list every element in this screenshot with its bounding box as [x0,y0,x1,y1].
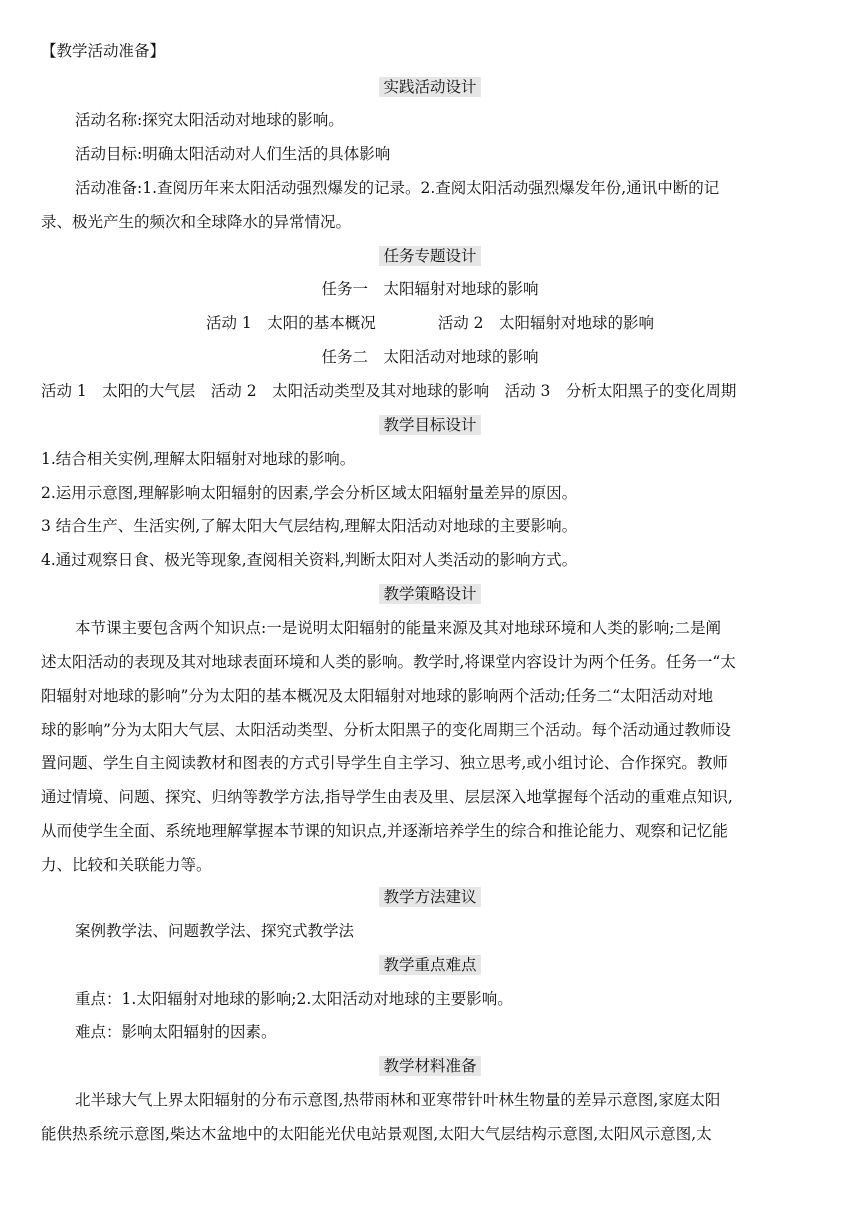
strategy-line: 阳辐射对地球的影响”分为太阳的基本概况及太阳辐射对地球的影响两个活动;任务二“太阳活动对地 [41,687,714,705]
goals-header [0,414,860,436]
keypoints-header-text: 教学重点难点 [379,955,480,975]
task1-title: 任务一 太阳辐射对地球的影响 [321,280,539,298]
activity-goal: 活动目标:明确太阳活动对人们生活的具体影响 [75,145,391,163]
strategy-line: 通过情境、问题、探究、归纳等教学方法,指导学生由表及里、层层深入地掌握每个活动的重难点知识, [41,788,733,806]
strategy-line: 置问题、学生自主阅读教材和图表的方式引导学生自主学习、独立思考,或小组讨论、合作探究。教师 [41,754,728,772]
method-header-text: 教学方法建议 [379,887,480,907]
strategy-header-text: 教学策略设计 [379,584,480,604]
tasks-header [0,245,860,267]
strategy-header [0,583,860,605]
keypoints-header [0,954,860,976]
activity-name: 活动名称:探究太阳活动对地球的影响。 [75,111,344,129]
tasks-header-text: 任务专题设计 [379,246,480,266]
goal-item: 1.结合相关实例,理解太阳辐射对地球的影响。 [41,450,356,468]
task1-activities: 活动 1 太阳的基本概况 活动 2 太阳辐射对地球的影响 [205,314,655,332]
key-point: 重点：1.太阳辐射对地球的影响;2.太阳活动对地球的主要影响。 [75,990,513,1008]
practice-header-text: 实践活动设计 [379,77,480,97]
section-heading: 【教学活动准备】 [41,42,166,60]
goal-item: 3 结合生产、生活实例,了解太阳大气层结构,理解太阳活动对地球的主要影响。 [41,517,578,535]
task2-title: 任务二 太阳活动对地球的影响 [321,348,539,366]
practice-header [0,76,860,98]
materials-header-text: 教学材料准备 [379,1056,480,1076]
materials-line: 能供热系统示意图,柴达木盆地中的太阳能光伏电站景观图,太阳大气层结构示意图,太阳风示意图,太 [41,1125,712,1143]
activity-prep-line1: 活动准备:1.查阅历年来太阳活动强烈爆发的记录。2.查阅太阳活动强烈爆发年份,通讯中断的记 [75,179,720,197]
strategy-line: 本节课主要包含两个知识点:一是说明太阳辐射的能量来源及其对地球环境和人类的影响;二是阐 [75,619,721,637]
materials-header [0,1055,860,1077]
goals-header-text: 教学目标设计 [379,415,480,435]
task2-activities: 活动 1 太阳的大气层 活动 2 太阳活动类型及其对地球的影响 活动 3 分析太阳黑子的变化周期 [41,382,737,400]
strategy-line: 球的影响”分为太阳大气层、太阳活动类型、分析太阳黑子的变化周期三个活动。每个活动通过教师设 [41,721,731,739]
method-text: 案例教学法、问题教学法、探究式教学法 [75,922,355,940]
goal-item: 4.通过观察日食、极光等现象,查阅相关资料,判断太阳对人类活动的影响方式。 [41,551,578,569]
strategy-line: 从而使学生全面、系统地理解掌握本节课的知识点,并逐渐培养学生的综合和推论能力、观察和记忆能 [41,822,728,840]
materials-line: 北半球大气上界太阳辐射的分布示意图,热带雨林和亚寒带针叶林生物量的差异示意图,家庭太阳 [75,1091,721,1109]
activity-prep-line2: 录、极光产生的频次和全球降水的异常情况。 [41,213,352,231]
goal-item: 2.运用示意图,理解影响太阳辐射的因素,学会分析区域太阳辐射量差异的原因。 [41,484,578,502]
strategy-line: 述太阳活动的表现及其对地球表面环境和人类的影响。教学时,将课堂内容设计为两个任务。任务一“太 [41,653,736,671]
method-header [0,886,860,908]
strategy-line: 力、比较和关联能力等。 [41,856,212,874]
difficult-point: 难点：影响太阳辐射的因素。 [75,1023,277,1041]
